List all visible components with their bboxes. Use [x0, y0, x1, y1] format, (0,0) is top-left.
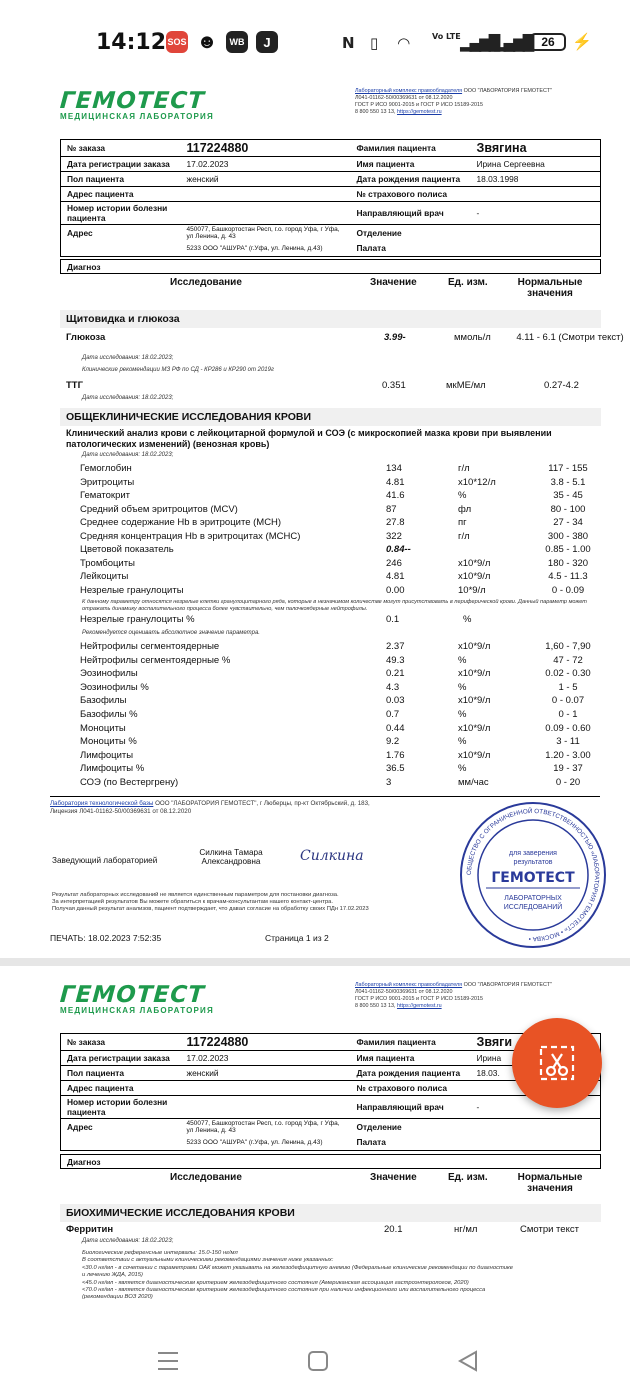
svg-text:ГЕМОТЕСТ: ГЕМОТЕСТ	[491, 870, 575, 886]
footer-divider	[50, 796, 600, 797]
diagnosis-row: Диагноз	[60, 259, 601, 274]
ferritin-note-line: В соответствии с актуальными клиническими рекомендациями значения ниже указанных:	[82, 1257, 334, 1264]
cbc-unit: фл	[458, 503, 472, 515]
cbc-unit: x10*9/л	[458, 571, 491, 582]
cbc-row	[66, 490, 606, 503]
cbc2-value: 3	[386, 777, 392, 788]
col-value-2: Значение	[370, 1172, 417, 1183]
cbc-row	[66, 558, 606, 571]
cbc2-unit: x10*9/л	[458, 695, 491, 707]
cbc2-unit: x10*9/л	[458, 722, 491, 734]
cbc2-norm: 3 - 11	[556, 736, 580, 748]
volte-icon: Vo LTE	[432, 32, 461, 41]
svg-text:ОБЩЕСТВО С ОГРАНИЧЕННОЙ ОТВЕТС: ОБЩЕСТВО С ОГРАНИЧЕННОЙ ОТВЕТСТВЕННОСТЬЮ «ЛАБОРАТОРИЯ ГЕМОТЕСТ» • МОСКВА •	[465, 807, 601, 943]
navigation-bar	[0, 1320, 630, 1400]
cbc2-row	[66, 763, 606, 776]
lab-complex-link[interactable]: Лабораторный комплекс правообладателя	[355, 88, 463, 94]
cbc-name: Лейкоциты	[80, 571, 129, 582]
cbc-row	[66, 585, 606, 598]
cbc-unit: г/л	[458, 463, 470, 474]
col-norm: Нормальные значения	[517, 277, 583, 299]
cbc-name: Незрелые гранулоциты	[80, 584, 184, 596]
battery-icon: 26	[530, 33, 566, 51]
cbc2-row	[66, 736, 606, 749]
col-unit: Ед. изм.	[448, 277, 488, 288]
cbc2-name: Лимфоциты	[80, 749, 134, 761]
cbc2-value: 1.76	[386, 749, 405, 761]
cbc2-name: Эозинофилы %	[80, 681, 149, 693]
col-test-2: Исследование	[170, 1172, 242, 1183]
cbc2-row	[66, 709, 606, 722]
cbc-norm: 35 - 45	[553, 490, 583, 501]
cbc2-unit: x10*9/л	[458, 749, 491, 761]
cbc2-name: Эозинофилы	[80, 668, 138, 680]
cbc2-name: Моноциты %	[80, 736, 137, 748]
cbc2-norm: 1 - 5	[558, 681, 578, 693]
j-app-icon: J	[256, 31, 278, 53]
cbc2-unit: %	[458, 709, 467, 720]
lab-license: Лицензия Л041-01162-50/00369631 от 08.12.2020	[50, 808, 192, 815]
cbc2-name: Моноциты	[80, 722, 126, 734]
vibrate-icon: ▯	[370, 34, 379, 52]
cbc2-row	[66, 750, 606, 763]
diagnosis-row-2: Диагноз	[60, 1154, 601, 1169]
cbc-row	[66, 571, 606, 584]
cbc-value: 0.84--	[386, 544, 411, 555]
cbc2-name: Нейтрофилы сегментоядерные %	[80, 654, 231, 666]
nfc-icon: N	[342, 34, 355, 52]
lab-address: Лаборатория технологической базы ООО "ЛАБОРАТОРИЯ ГЕМОТЕСТ", г Люберцы, пр-кт Октябрьский, д. 183,	[50, 800, 370, 807]
cbc2-norm: 0 - 0.07	[551, 695, 585, 707]
svg-text:ЛАБОРАТОРНЫХ: ЛАБОРАТОРНЫХ	[504, 895, 562, 902]
svg-text:для заверения: для заверения	[509, 850, 557, 857]
status-bar	[0, 0, 630, 84]
section-biochem: БИОХИМИЧЕСКИЕ ИССЛЕДОВАНИЯ КРОВИ	[60, 1204, 601, 1222]
disclaimer: Результат лабораторных исследований не является единственным параметром для постановки диагноза. За интерпретацией результатов Вы можете обратиться к врачам-консультантам нашего контакт-центра. Получая данный результат анализов, пациент подтверждает, что давал согласие на обработку своих ПДн 17.02.2023	[52, 892, 369, 912]
ig-note: К данному параметру относятся незрелые клетки гранулоцитарного ряда, которые в незначимом количестве могут присутствовать в периферической крови. Данный параметр может отражать динамику воспалительного процесса более чувствительно, чем палочкоядерные нейтрофилы.	[82, 599, 587, 612]
cbc-name: Гематокрит	[80, 490, 131, 501]
col-unit-2: Ед. изм.	[448, 1172, 488, 1183]
wifi-icon: ◠	[398, 34, 410, 52]
cbc2-name: Базофилы %	[80, 709, 138, 720]
cbc2-unit: x10*9/л	[458, 641, 491, 652]
website-link[interactable]: https://gemotest.ru	[396, 109, 442, 115]
cbc-row	[66, 531, 606, 544]
cbc2-unit: %	[458, 736, 467, 748]
cbc2-norm: 1.20 - 3.00	[545, 749, 591, 761]
sos-app-icon: SOS	[166, 31, 188, 53]
back-button[interactable]	[456, 1350, 480, 1372]
result-ferritin: Ферритин 20.1 нг/мл Смотри текст	[66, 1224, 579, 1235]
cbc2-norm: 47 - 72	[553, 654, 583, 666]
cbc2-norm: 0.09 - 0.60	[545, 722, 591, 734]
cbc-value: 322	[386, 530, 402, 542]
cbc-norm: 117 - 155	[548, 463, 588, 474]
scissors-icon	[537, 1043, 577, 1083]
cbc-title: Клинический анализ крови с лейкоцитарной формулой и СОЭ (с микроскопией мазка крови при выявлении патологических изменений) (венозная кровь)	[66, 428, 552, 449]
signal2-icon: ▂▄▆█	[494, 34, 533, 52]
head-name: Силкина Тамара Александровна	[199, 848, 263, 866]
cbc-unit: x10*9/л	[458, 557, 491, 569]
cbc2-name: Базофилы	[80, 695, 127, 707]
cbc2-name: Нейтрофилы сегментоядерные	[80, 641, 220, 652]
head-label: Заведующий лабораторией	[52, 856, 158, 865]
charging-icon: ⚡	[572, 34, 592, 51]
cbc2-value: 4.3	[386, 681, 400, 693]
cbc-name: Эритроциты	[80, 476, 135, 488]
cbc2-row	[66, 641, 606, 654]
cbc2-value: 0.7	[386, 709, 400, 720]
cbc2-row	[66, 723, 606, 736]
print-date: ПЕЧАТЬ: 18.02.2023 7:52:35	[50, 933, 162, 943]
cbc2-norm: 0 - 20	[555, 777, 581, 788]
cbc2-row	[66, 695, 606, 708]
svg-text:ИССЛЕДОВАНИЙ: ИССЛЕДОВАНИЙ	[503, 904, 563, 911]
page-separator	[0, 958, 630, 966]
cbc-value: 0.00	[386, 584, 405, 596]
glucose-note: Клинические рекомендации МЗ РФ по СД - КР286 и КР290 от 2019г	[82, 367, 274, 373]
cbc2-value: 36.5	[386, 763, 405, 775]
cbc2-row	[66, 777, 606, 790]
ferritin-note-line: и лечению ЖДА, 2015)	[82, 1272, 143, 1279]
cbc-row	[66, 544, 606, 557]
cbc-value: 246	[386, 557, 402, 569]
cbc2-name: СОЭ (по Вестергрену)	[80, 777, 179, 788]
patient-info-table-2: № заказа 117224880 Фамилия пациента Звяги Дата регистрации заказа 17.02.2023 Имя пациента Ирина Пол пациента женский Дата рождения пациента 18.03. Адрес пациента № страхового полиса Номер истории болезни пациента Направляющий врач - Адрес 450077, Башкортостан Респ, г.о. город Уфа, г Уфа, ул Ленина, д. 43 Отделение 5233 ООО "АШУРА" (г.Уфа, ул. Ленина, д.43) Палата	[60, 1033, 601, 1151]
cbc-value: 41.6	[386, 490, 405, 501]
ferritin-notes	[82, 1250, 607, 1302]
cbc-date: Дата исследования: 18.02.2023;	[82, 452, 174, 458]
ttg-date: Дата исследования: 18.02.2023;	[82, 395, 174, 401]
ferritin-note-line: (рекомендации ВОЗ 2020)	[82, 1294, 153, 1301]
wb-app-icon: WB	[226, 31, 248, 53]
ferritin-note-line: <45.0 нг/мл - является диагностическим критерием железодефицитного состояния (Американская ассоциация гастроэнтерологов, 2020)	[82, 1279, 469, 1286]
cbc2-unit: x10*9/л	[458, 668, 491, 680]
col-value: Значение	[370, 277, 417, 288]
cbc2-row	[66, 682, 606, 695]
cbc2-value: 9.2	[386, 736, 400, 748]
result-glucose: Глюкоза 3.99- ммоль/л 4.11 - 6.1 (Смотри текст)	[66, 332, 624, 343]
glucose-date: Дата исследования: 18.02.2023;	[82, 355, 174, 361]
cbc2-norm: 0 - 1	[558, 709, 578, 720]
ig-pct-note: Рекомендуется оценивать абсолютное значение параметра.	[82, 630, 260, 636]
ferritin-note-line: <70.0 нг/мл - является диагностическим критерием железодефицитного состояния при наличии инфекционного или воспалительного процесса	[82, 1287, 486, 1294]
cbc-norm: 4.5 - 11.3	[548, 571, 588, 582]
cbc-name: Среднее содержание Hb в эритроците (MCH)	[80, 517, 282, 528]
cbc2-name: Лимфоциты %	[80, 763, 145, 775]
patient-info-table: № заказа 117224880 Фамилия пациента Звягина Дата регистрации заказа 17.02.2023 Имя пациента Ирина Сергеевна Пол пациента женский Дата рождения пациента 18.03.1998 Адрес пациента № страхового полиса Номер истории болезни пациента Направляющий врач - Адрес 450077, Башкортостан Респ, г.о. город Уфа, г Уфа, ул Ленина, д. 43 Отделение 5233 ООО "АШУРА" (г.Уфа, ул. Ленина, д.43) Палата	[60, 139, 601, 257]
cbc-norm: 27 - 34	[553, 517, 583, 528]
section-cbc: ОБЩЕКЛИНИЧЕСКИЕ ИССЛЕДОВАНИЯ КРОВИ	[60, 408, 601, 426]
section-thyroid-glucose: Щитовидка и глюкоза	[60, 310, 601, 328]
lab-info-2: Лабораторный комплекс правообладателя ООО "ЛАБОРАТОРИЯ ГЕМОТЕСТ" Л041-01162-50/00369631 от 08.12.2020 ГОСТ Р ИСО 9001-2015 и ГОСТ Р ИСО 15189-2015 8 800 550 13 13, https://gemotest.ru	[355, 982, 552, 1009]
cbc2-unit: %	[458, 763, 467, 775]
signal-icon: ▂▄▆█	[460, 34, 499, 52]
cbc-value: 4.81	[386, 476, 405, 488]
cbc-value: 134	[386, 463, 402, 474]
cbc-norm: 3.8 - 5.1	[550, 476, 586, 488]
cbc2-value: 0.21	[386, 668, 405, 680]
gemotest-logo-2: ГЕМОТЕСТ МЕДИЦИНСКАЯ ЛАБОРАТОРИЯ	[59, 982, 214, 1015]
cbc-value: 27.8	[386, 517, 405, 528]
cbc2-value: 0.44	[386, 722, 405, 734]
gemotest-logo: ГЕМОТЕСТ МЕДИЦИНСКАЯ ЛАБОРАТОРИЯ	[59, 88, 214, 121]
lab-stamp	[458, 800, 608, 950]
ferritin-note-line: <30.0 нг/мл - в сочетании с параметрами ОАК может указывать на железодефицитную анемию (Федеральные клинические рекомендации по диагностике	[82, 1264, 513, 1271]
cbc-row	[66, 463, 606, 476]
cbc2-value: 2.37	[386, 641, 405, 652]
smiley-app-icon: ☻	[196, 30, 218, 53]
cbc-row	[66, 517, 606, 530]
cbc-name: Цветовой показатель	[80, 544, 174, 555]
ferritin-note-line: Биологические референсные интервалы: 15.0-150 нг/мл	[82, 1250, 238, 1256]
cbc2-unit: мм/час	[458, 777, 489, 788]
home-button[interactable]	[306, 1350, 330, 1372]
cbc-name: Тромбоциты	[80, 557, 135, 569]
cbc-value: 87	[386, 503, 397, 515]
cbc-norm: 0.85 - 1.00	[545, 544, 591, 555]
ferritin-date: Дата исследования: 18.02.2023;	[82, 1238, 174, 1244]
cbc-norm: 0 - 0.09	[551, 584, 585, 596]
col-norm-2: Нормальные значения	[517, 1172, 583, 1194]
cbc-unit: пг	[458, 517, 467, 528]
cbc-norm: 180 - 320	[547, 557, 589, 569]
cbc2-value: 0.03	[386, 695, 405, 707]
cbc2-unit: %	[458, 681, 467, 693]
page-number: Страница 1 из 2	[265, 933, 329, 943]
cbc-norm: 300 - 380	[547, 530, 589, 542]
cbc-unit: x10*12/л	[458, 476, 496, 488]
col-test: Исследование	[170, 277, 242, 288]
cbc-unit: %	[458, 490, 467, 501]
cbc-name: Средняя концентрация Hb в эритроцитах (MCHC)	[80, 530, 301, 542]
cbc-name: Средний объем эритроцитов (MCV)	[80, 503, 238, 515]
menu-button[interactable]	[156, 1350, 180, 1372]
lab-info: Лабораторный комплекс правообладателя ООО "ЛАБОРАТОРИЯ ГЕМОТЕСТ" Л041-01162-50/00369631 от 08.12.2020 ГОСТ Р ИСО 9001-2015 и ГОСТ Р ИСО 15189-2015 8 800 550 13 13, https://gemotest.ru	[355, 88, 552, 115]
cbc-unit: 10*9/л	[458, 584, 486, 596]
screenshot-crop-button[interactable]	[512, 1018, 602, 1108]
cbc2-norm: 0.02 - 0.30	[545, 668, 591, 680]
cbc2-row	[66, 668, 606, 681]
cbc2-norm: 1,60 - 7,90	[545, 641, 591, 652]
result-ig-pct: Незрелые гранулоциты % 0.1 %	[80, 614, 472, 625]
cbc-row	[66, 504, 606, 517]
cbc-row	[66, 477, 606, 490]
cbc-name: Гемоглобин	[80, 463, 132, 474]
signature: Силкина	[300, 848, 364, 864]
cbc2-value: 49.3	[386, 654, 405, 666]
cbc2-row	[66, 655, 606, 668]
document-page-2	[0, 966, 630, 1320]
clock: 14:12	[96, 30, 167, 55]
cbc2-norm: 19 - 37	[553, 763, 583, 775]
cbc-unit: г/л	[458, 530, 470, 542]
svg-text:результатов: результатов	[513, 859, 553, 866]
cbc2-unit: %	[458, 654, 467, 666]
cbc-value: 4.81	[386, 571, 405, 582]
result-ttg: ТТГ 0.351 мкМЕ/мл 0.27-4.2	[66, 380, 579, 391]
cbc-norm: 80 - 100	[550, 503, 586, 515]
